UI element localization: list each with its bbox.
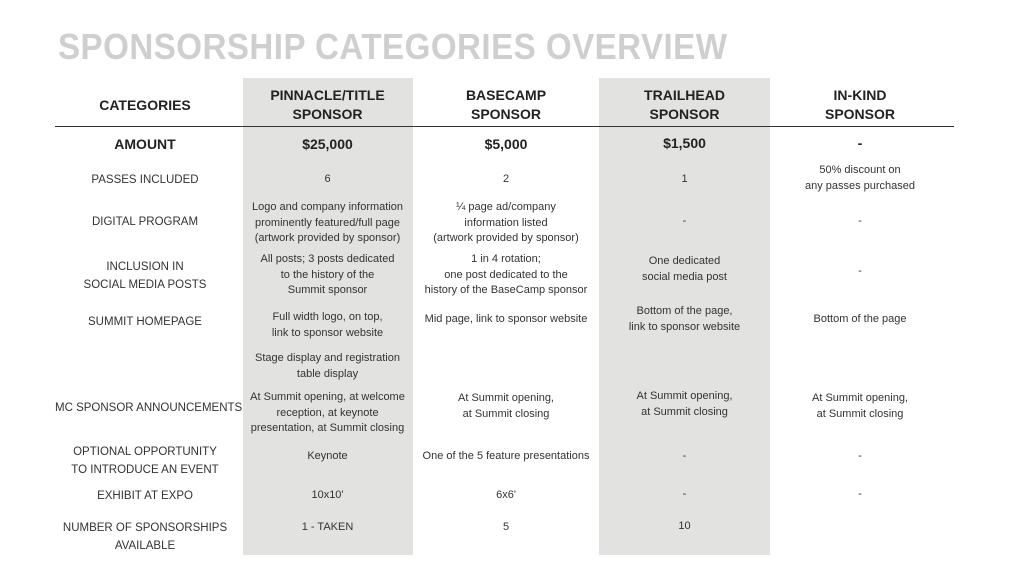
- passes-category: PASSES INCLUDED: [91, 174, 199, 186]
- count-basecamp: 5: [502, 521, 510, 533]
- program-basecamp-line3: (artwork provided by sponsor): [433, 232, 579, 244]
- header-trailhead-line1: TRAILHEAD: [644, 87, 725, 103]
- social-trailhead: [600, 254, 769, 285]
- social-pinnacle-line1: All posts; 3 posts dedicated: [260, 253, 395, 265]
- homepage-inkind: Bottom of the page: [813, 313, 907, 325]
- social-trailhead-line2: social media post: [642, 270, 727, 283]
- count-category: [55, 519, 235, 555]
- optional-category: [55, 443, 235, 479]
- mc-pinnacle-line3: presentation, at Summit closing: [250, 422, 405, 434]
- social-basecamp-line3: history of the BaseCamp sponsor: [424, 284, 588, 296]
- homepage-category: SUMMIT HOMEPAGE: [88, 316, 202, 328]
- header-inkind: [775, 86, 945, 124]
- social-basecamp: [420, 252, 592, 299]
- amount-basecamp: $5,000: [484, 136, 528, 152]
- passes-inkind-line1: 50% discount on: [819, 164, 901, 176]
- social-pinnacle: [243, 252, 412, 299]
- header-basecamp: [420, 86, 592, 124]
- social-basecamp-line2: one post dedicated to the: [444, 268, 568, 281]
- mc-pinnacle: [243, 390, 412, 437]
- program-pinnacle-line2: prominently featured/full page: [255, 216, 400, 229]
- header-inkind-line1: IN-KIND: [833, 87, 887, 103]
- optional-category-line1: OPTIONAL OPPORTUNITY: [73, 446, 217, 458]
- social-pinnacle-line2: to the history of the: [280, 268, 375, 281]
- mc-basecamp-line2: at Summit closing: [462, 407, 550, 420]
- program-pinnacle-line3: (artwork provided by sponsor): [254, 232, 401, 244]
- program-pinnacle: [243, 200, 412, 247]
- mc-trailhead: [600, 389, 769, 420]
- amount-trailhead: $1,500: [663, 135, 706, 151]
- program-category: DIGITAL PROGRAM: [91, 216, 199, 228]
- optional-basecamp: One of the 5 feature presentations: [422, 450, 590, 462]
- social-trailhead-line1: One dedicated: [648, 255, 721, 267]
- header-basecamp-line2: SPONSOR: [470, 106, 541, 122]
- mc-inkind: [775, 391, 945, 422]
- mc-inkind-line2: at Summit closing: [816, 407, 904, 420]
- expo-basecamp: 6x6': [496, 489, 516, 501]
- homepage-basecamp: Mid page, link to sponsor website: [424, 313, 588, 325]
- passes-trailhead: 1: [681, 173, 688, 185]
- amount-inkind: -: [857, 135, 863, 151]
- homepage-trailhead: [600, 304, 769, 335]
- header-pinnacle: [243, 86, 412, 124]
- program-inkind: -: [858, 215, 862, 227]
- amount-pinnacle: $25,000: [302, 136, 353, 152]
- homepage-trailhead-line1: Bottom of the page,: [636, 305, 733, 317]
- count-category-line1: NUMBER OF SPONSORSHIPS: [62, 522, 228, 534]
- optional-trailhead: -: [682, 450, 687, 462]
- mc-category: MC SPONSOR ANNOUNCEMENTS: [55, 402, 243, 414]
- passes-inkind-line2: any passes purchased: [804, 179, 916, 192]
- header-pinnacle-line1: PINNACLE/TITLE: [270, 87, 385, 103]
- passes-basecamp: 2: [502, 173, 510, 185]
- passes-pinnacle: 6: [324, 173, 331, 185]
- stage-pinnacle-line2: table display: [296, 367, 359, 380]
- social-category-line2: SOCIAL MEDIA POSTS: [83, 279, 207, 291]
- header-trailhead: [600, 86, 769, 124]
- program-basecamp: [420, 200, 592, 247]
- mc-trailhead-line1: At Summit opening,: [636, 390, 733, 402]
- program-pinnacle-line1: Logo and company information: [251, 201, 404, 213]
- page-title: SPONSORSHIP CATEGORIES OVERVIEW: [58, 26, 728, 67]
- homepage-pinnacle-line1: Full width logo, on top,: [272, 311, 383, 323]
- social-basecamp-line1: 1 in 4 rotation;: [471, 253, 541, 265]
- program-basecamp-line2: information listed: [464, 216, 548, 229]
- stage-pinnacle-line1: Stage display and registration: [255, 352, 400, 364]
- optional-category-line2: TO INTRODUCE AN EVENT: [71, 464, 219, 476]
- header-pinnacle-line2: SPONSOR: [292, 106, 363, 122]
- social-category: [55, 258, 235, 294]
- count-category-line2: AVAILABLE: [114, 540, 176, 552]
- count-trailhead: 10: [678, 520, 691, 532]
- social-category-line1: INCLUSION IN: [106, 261, 184, 273]
- header-divider: [55, 126, 954, 127]
- social-inkind: -: [858, 265, 862, 277]
- stage-pinnacle: [243, 351, 412, 382]
- optional-pinnacle: Keynote: [307, 450, 348, 462]
- header-basecamp-line1: BASECAMP: [465, 87, 547, 103]
- header-categories-label: CATEGORIES: [99, 97, 191, 113]
- homepage-trailhead-line2: link to sponsor website: [628, 320, 741, 333]
- optional-inkind: -: [858, 450, 862, 462]
- count-pinnacle: 1 - TAKEN: [301, 521, 354, 533]
- mc-pinnacle-line2: reception, at keynote: [276, 406, 379, 419]
- homepage-pinnacle-line2: link to sponsor website: [271, 326, 384, 339]
- program-basecamp-line1: ¼ page ad/company: [456, 201, 556, 213]
- mc-basecamp: [420, 391, 592, 422]
- header-inkind-line2: SPONSOR: [824, 106, 895, 122]
- mc-pinnacle-line1: At Summit opening, at welcome: [250, 391, 405, 403]
- homepage-pinnacle: [243, 310, 412, 341]
- social-pinnacle-line3: Summit sponsor: [287, 284, 368, 296]
- header-trailhead-line2: SPONSOR: [649, 106, 720, 122]
- expo-pinnacle: 10x10': [311, 489, 344, 501]
- mc-basecamp-line1: At Summit opening,: [458, 392, 554, 404]
- passes-inkind: [775, 163, 945, 194]
- mc-trailhead-line2: at Summit closing: [641, 405, 728, 418]
- amount-category: AMOUNT: [114, 136, 176, 152]
- mc-inkind-line1: At Summit opening,: [812, 392, 908, 404]
- header-categories: [55, 96, 235, 115]
- program-trailhead: -: [682, 215, 687, 227]
- expo-trailhead: -: [682, 488, 687, 500]
- expo-inkind: -: [858, 488, 862, 500]
- expo-category: EXHIBIT AT EXPO: [97, 490, 193, 502]
